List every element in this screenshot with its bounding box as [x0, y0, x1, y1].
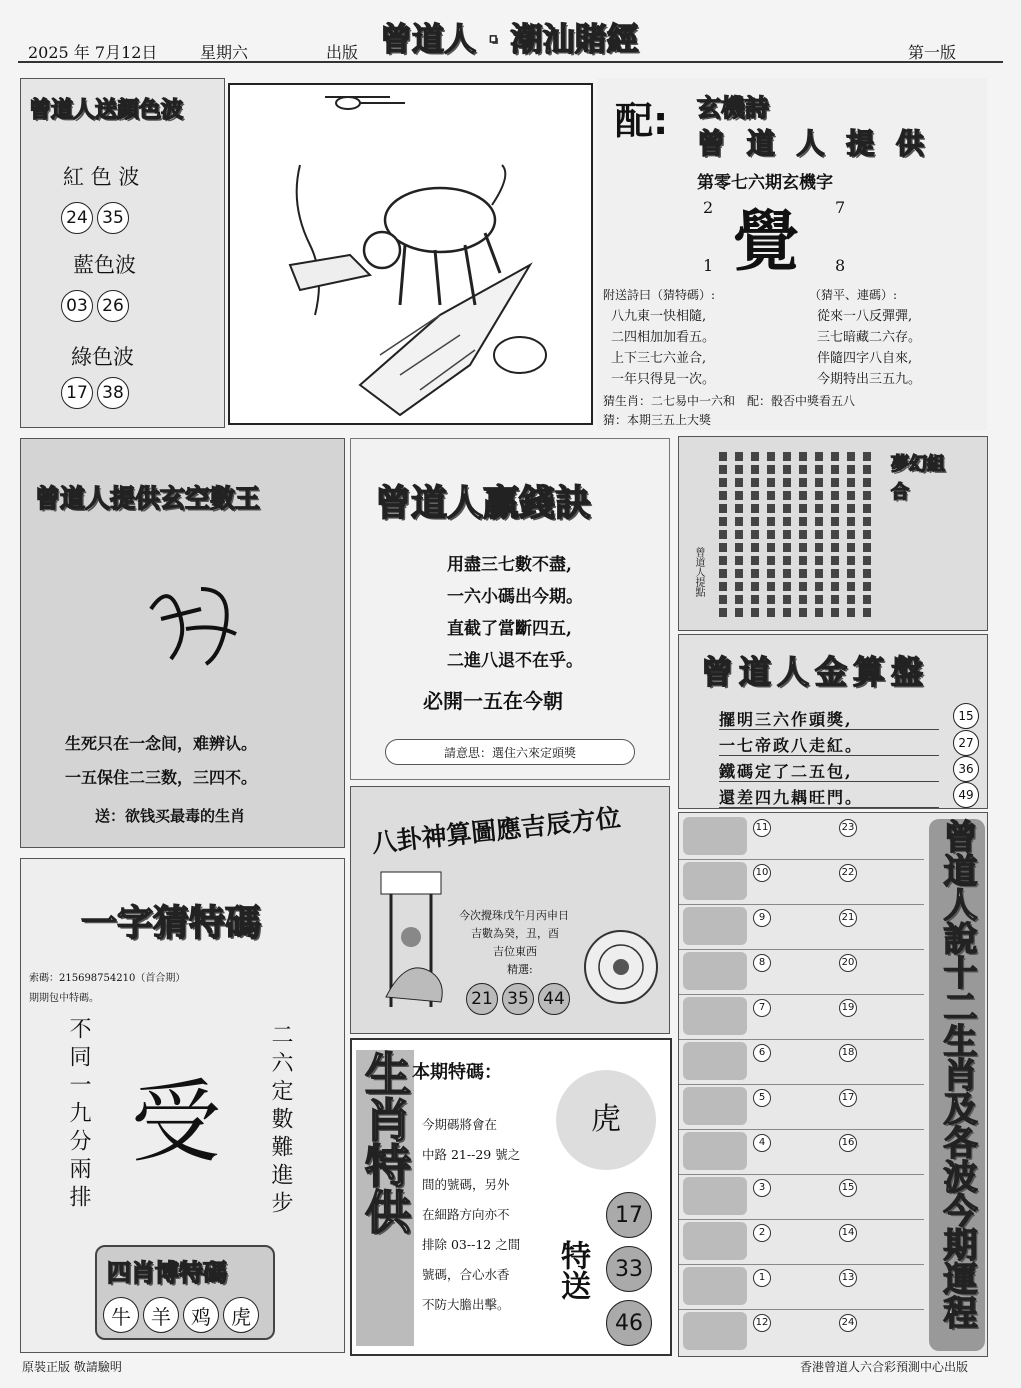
bagua-panel: [350, 786, 670, 1034]
zodiac-num: 2: [753, 1224, 771, 1242]
zodiac-row: [679, 858, 924, 905]
special-line: 今期碼將會在: [422, 1117, 498, 1132]
special-number: 46: [606, 1300, 652, 1346]
mystic-poem-title: 玄機詩: [697, 94, 769, 122]
zodiac-num: 21: [839, 909, 857, 927]
zodiac-special-label: 特送: [555, 1240, 590, 1300]
dog-icon: [683, 1222, 747, 1260]
special-line: 不防大膽出擊。: [422, 1297, 510, 1312]
mystic-big-char: 覺: [733, 202, 799, 280]
formula-line: 用盡三七數不盡,: [447, 555, 572, 575]
one-char-small-1: 索碼：215698754210（首合期）: [29, 973, 186, 984]
zodiac-row: [679, 1038, 924, 1085]
win-formula-note: 請意思：選住六來定頭獎: [385, 739, 635, 765]
four-zodiac-item: 虎: [223, 1297, 259, 1333]
abacus-number: 15: [953, 703, 979, 729]
pig-icon: [683, 1267, 747, 1305]
twelve-zodiac-title: 曾道人說十二生肖及各波今期運程: [929, 819, 985, 1351]
header-edition: 第一版: [908, 43, 957, 62]
twelve-zodiac-panel: [678, 812, 988, 1357]
abacus-panel: [678, 634, 988, 809]
zodiac-num: 10: [753, 864, 771, 882]
four-zodiac-item: 牛: [103, 1297, 139, 1333]
zodiac-special-vertical-title: 生肖特供: [356, 1050, 414, 1346]
poem-line: 今期特出三五九。: [817, 372, 922, 387]
bagua-line-2: 吉數為癸，丑，酉: [471, 927, 559, 940]
special-line: 間的號碼，另外: [422, 1177, 510, 1192]
header-weekday: 星期六: [200, 43, 249, 62]
poem-line: 從來一八反彈彈,: [817, 309, 913, 324]
pei-label: 配:: [615, 99, 669, 143]
zodiac-num: 20: [839, 954, 857, 972]
red-number: 35: [97, 202, 129, 234]
green-wave-numbers: [61, 377, 133, 409]
four-zodiac-item: 羊: [143, 1297, 179, 1333]
dream-panel: [678, 436, 988, 631]
header-date: 2025 年 7月12日: [28, 43, 158, 62]
poem-line: 一年只得見一次。: [611, 372, 716, 387]
header: [18, 8, 1003, 63]
zodiac-special-title: 本期特碼：: [412, 1062, 502, 1083]
green-number: 38: [97, 377, 129, 409]
abacus-number: 27: [953, 730, 979, 756]
abacus-text: 鐵碼定了二五包,: [719, 762, 853, 781]
abacus-title: 曾道人金算盤: [701, 653, 930, 691]
zodiac-row: [679, 1263, 924, 1310]
mystic-poem-panel: [597, 78, 987, 430]
zodiac-row: [679, 1083, 924, 1130]
cow-on-bridge-icon: [230, 85, 591, 423]
zodiac-num: 14: [839, 1224, 857, 1242]
poem-right: [817, 306, 921, 390]
zodiac-row: [679, 1128, 924, 1175]
snake-icon: [683, 997, 747, 1035]
bagua-title: 八卦神算圖應吉辰方位: [370, 803, 623, 858]
rooster-icon: [683, 1177, 747, 1215]
goat-icon: [683, 1087, 747, 1125]
number-king-panel: [20, 438, 345, 848]
win-formula-bold: 必開一五在今朝: [423, 689, 563, 713]
abacus-text: 一七帝政八走紅。: [719, 736, 864, 755]
zodiac-num: 17: [839, 1089, 857, 1107]
blue-number: 03: [61, 290, 93, 322]
blue-number: 26: [97, 290, 129, 322]
zodiac-num: 22: [839, 864, 857, 882]
number-king-title: 曾道人提供玄空數王: [35, 484, 261, 513]
zodiac-row: [679, 1308, 924, 1354]
attach-left: 附送詩曰（猜特碼）:: [603, 288, 716, 302]
header-title: 曾道人 · 潮汕賭經: [380, 20, 639, 58]
number-bottom-right: 8: [835, 256, 846, 275]
number-king-line-2: 一五保住二三数，三四不。: [65, 768, 258, 787]
red-wave-numbers: [61, 202, 133, 234]
one-char-panel: [20, 858, 345, 1353]
poem-line: 伴隨四字八自來,: [817, 351, 913, 366]
dragon-icon: [683, 952, 747, 990]
win-formula-lines: [447, 549, 583, 677]
zodiac-num: 5: [753, 1089, 771, 1107]
formula-line: 一六小碼出今期。: [447, 587, 583, 607]
poem-footer-2: 猜：本期三五上大獎: [603, 413, 712, 427]
zodiac-row: [679, 993, 924, 1040]
bagua-pick: 35: [502, 983, 534, 1015]
bagua-line-1: 今次攪珠戊午月丙申日: [459, 909, 569, 922]
bagua-line-3: 吉位東西: [493, 945, 537, 958]
zodiac-num: 4: [753, 1134, 771, 1152]
abacus-number: 49: [953, 782, 979, 808]
abacus-row: [719, 733, 939, 756]
abacus-text: 還差四九耦旺門。: [719, 788, 864, 807]
poem-line: 二四相加加看五。: [611, 330, 716, 345]
zodiac-num: 23: [839, 819, 857, 837]
footer-right: 香港曾道人六合彩預測中心出版: [800, 1360, 969, 1374]
zodiac-num: 6: [753, 1044, 771, 1062]
abacus-row: [719, 707, 939, 730]
zodiac-num: 3: [753, 1179, 771, 1197]
one-char-left-column: 不同一九分兩排: [66, 1017, 91, 1213]
special-number: 33: [606, 1246, 652, 1292]
four-zodiac-box: [95, 1245, 275, 1340]
special-line: 排除 03--12 之間: [422, 1237, 521, 1252]
green-number: 17: [61, 377, 93, 409]
zodiac-special-panel: [350, 1038, 672, 1356]
rabbit-icon: [683, 907, 747, 945]
poem-line: 上下三七六並合,: [611, 351, 707, 366]
red-number: 24: [61, 202, 93, 234]
zodiac-num: 12: [753, 1314, 771, 1332]
provider-title: 曾 道 人 提 供: [697, 127, 930, 160]
four-zodiac-title: 四肖博特碼: [107, 1259, 227, 1287]
zodiac-row: [679, 948, 924, 995]
number-top-right: 7: [835, 198, 846, 217]
attach-right: （猜平、連碼）:: [809, 288, 898, 302]
zodiac-row: [679, 813, 924, 860]
number-king-line-1: 生死只在一念间，难辨认。: [65, 734, 258, 753]
abacus-row: [719, 759, 939, 782]
blue-wave-label: 藍色波: [73, 253, 136, 277]
number-top-left: 2: [703, 198, 714, 217]
poem-left: [611, 306, 715, 390]
dream-title: 夢幻組合: [891, 454, 945, 503]
tiger-icon: [683, 862, 747, 900]
one-char-center: 受: [131, 1070, 221, 1175]
red-wave-label: 紅 色 波: [63, 165, 140, 189]
blue-wave-numbers: [61, 290, 133, 322]
signature-icon: [141, 569, 251, 679]
zodiac-special-animal: 虎: [556, 1070, 656, 1170]
zodiac-row: [679, 1173, 924, 1220]
abacus-text: 擺明三六作頭獎,: [719, 710, 853, 729]
zodiac-num: 19: [839, 999, 857, 1017]
abacus-row: [719, 785, 939, 808]
abacus-number: 36: [953, 756, 979, 782]
special-line: 中路 21--29 號之: [422, 1147, 521, 1162]
bagua-wheel-icon: [581, 927, 661, 1007]
bagua-pick: 44: [538, 983, 570, 1015]
rat-icon: [683, 1312, 747, 1350]
win-formula-panel: [350, 438, 670, 780]
bagua-pick: 21: [466, 983, 498, 1015]
one-char-right-column: 二六定數難進步: [268, 1023, 293, 1219]
zodiac-num: 24: [839, 1314, 857, 1332]
four-zodiac-item: 鸡: [183, 1297, 219, 1333]
zodiac-num: 18: [839, 1044, 857, 1062]
issue-label: 第零七六期玄機字: [697, 173, 833, 193]
horse-icon: [683, 1042, 747, 1080]
footer-left: 原裝正版 敬請驗明: [22, 1360, 122, 1374]
special-line: 在細路方向亦不: [422, 1207, 510, 1222]
zodiac-special-numbers: [606, 1192, 656, 1346]
bagua-pick-label: 精選:: [507, 963, 533, 976]
formula-line: 二進八退不在乎。: [447, 651, 583, 671]
one-char-title: 一字猜特碼: [81, 903, 262, 944]
zodiac-special-lines: [422, 1110, 520, 1320]
bagua-picks: [466, 983, 574, 1015]
cow-illustration: [228, 83, 593, 425]
poem-line: 八九東一快相隨,: [611, 309, 707, 324]
color-wave-panel: [20, 78, 225, 428]
number-king-line-3: 送：欲钱买最毒的生肖: [95, 807, 246, 825]
ox-icon: [683, 817, 747, 855]
monkey-icon: [683, 1132, 747, 1170]
zodiac-num: 11: [753, 819, 771, 837]
dream-text-columns-icon: [715, 447, 885, 622]
zodiac-num: 16: [839, 1134, 857, 1152]
one-char-small-2: 期期包中特碼。: [29, 993, 99, 1004]
formula-line: 直截了當斷四五,: [447, 619, 572, 639]
poem-line: 三七暗藏二六存。: [817, 330, 922, 345]
zodiac-row: [679, 903, 924, 950]
special-number: 17: [606, 1192, 652, 1238]
win-formula-title: 曾道人贏錢訣: [375, 483, 592, 524]
header-publish: 出版: [326, 43, 359, 62]
color-wave-title: 曾道人送顏色波: [29, 98, 184, 123]
green-wave-label: 綠色波: [71, 345, 134, 369]
zodiac-num: 9: [753, 909, 771, 927]
special-line: 號碼，合心水香: [422, 1267, 510, 1282]
zodiac-num: 15: [839, 1179, 857, 1197]
zodiac-rows: [679, 813, 924, 1358]
archer-icon: [371, 867, 461, 1017]
zodiac-num: 13: [839, 1269, 857, 1287]
number-bottom-left: 1: [703, 256, 714, 275]
four-zodiac-list: [103, 1297, 263, 1333]
zodiac-row: [679, 1218, 924, 1265]
zodiac-num: 8: [753, 954, 771, 972]
dream-sign: 曾道人提點: [693, 547, 704, 597]
zodiac-num: 1: [753, 1269, 771, 1287]
zodiac-num: 7: [753, 999, 771, 1017]
poem-footer-1: 猜生肖：二七易中一六和 配：骰否中獎看五八: [603, 394, 856, 408]
